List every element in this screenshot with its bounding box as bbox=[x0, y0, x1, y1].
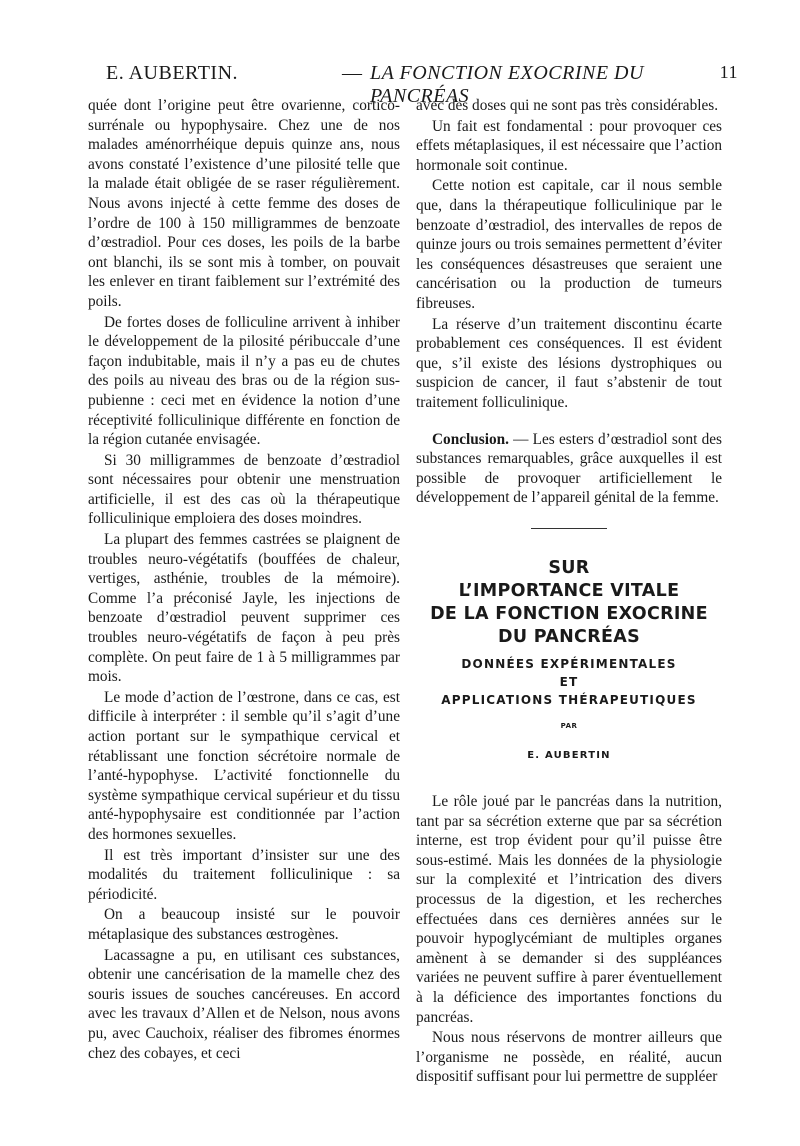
conclusion-paragraph bbox=[416, 430, 722, 508]
article-author: E. AUBERTIN bbox=[527, 750, 611, 762]
conclusion-label: Conclusion. bbox=[432, 430, 509, 448]
paragraph: Il est très important d’insister sur une des modalités du traitement folliculinique : sa périodicité. bbox=[88, 846, 400, 903]
paragraph: Le mode d’action de l’œstrone, dans ce cas, est difficile à interpréter : il semble qu’il s’agit d’une action portant sur le sympathique cervical et rétablissant une fonction sécrétoire normale de l’anté-hypophyse. L’activité fonctionnelle du système sympathique cervical supérieur et du tissu anté-hypophysaire est conditionnée par l’action des hormones sexuelles. bbox=[88, 688, 400, 843]
article-par: PAR bbox=[560, 721, 578, 730]
right-column bbox=[416, 96, 722, 1087]
header-title: LA FONCTION EXOCRINE DU PANCRÉAS bbox=[370, 62, 644, 107]
section-divider bbox=[531, 528, 607, 529]
paragraph: La plupart des femmes castrées se plaignent de troubles neuro-végétatifs (bouffées de chaleur, vertiges, asthénie, troubles de la mémoire). Comme l’a préconisé Jayle, les injections de benzoate d’œstradiol peuvent supprimer ces troubles neuro-végétatifs de façon à peu près complète. On peut faire de 1 à 5 milligrammes par mois. bbox=[88, 531, 400, 686]
paragraph: Un fait est fondamental : pour provoquer ces effets métaplasiques, il est nécessaire que l’action hormonale soit continue. bbox=[416, 117, 722, 174]
paragraph: Cette notion est capitale, car il nous semble que, dans la thérapeutique folliculinique par le benzoate d’œstradiol, des intervalles de repos de quinze jours ou trois semaines permettent d’éviter les conséquences désastreuses que seraient une cancérisation ou la production de tumeurs fibreuses. bbox=[416, 177, 722, 312]
article-subtitle-line: DONNÉES EXPÉRIMENTALES bbox=[461, 656, 677, 671]
article-subtitle-line: ET bbox=[559, 674, 579, 689]
paragraph: Nous nous réservons de montrer ailleurs que l’organisme ne possède, en réalité, aucun dispositif suffisant pour lui permettre de suppléer bbox=[416, 1029, 722, 1086]
article-title-line: L’IMPORTANCE VITALE bbox=[458, 580, 680, 601]
paragraph: On a beaucoup insisté sur le pouvoir métaplasique des substances œstrogènes. bbox=[88, 906, 400, 943]
paragraph: Si 30 milligrammes de benzoate d’œstradiol sont nécessaires pour obtenir une menstruation artificielle, il est des cas où la thérapeutique folliculinique emploiera des doses moindres. bbox=[88, 451, 400, 528]
article-title-line: DU PANCRÉAS bbox=[498, 626, 640, 647]
paragraph: Lacassagne a pu, en utilisant ces substances, obtenir une cancérisation de la mamelle chez des souris issues de souches cancéreuses. En accord avec les travaux d’Allen et de Nelson, nous avons pu, avec Cauchoix, réaliser des fibromes énormes chez des cobayes, et ceci bbox=[88, 946, 400, 1062]
article-subtitle-line: APPLICATIONS THÉRAPEUTIQUES bbox=[441, 692, 697, 707]
paragraph: Le rôle joué par le pancréas dans la nutrition, tant par sa sécrétion externe que par sa sécrétion interne, est trop évident pour qu’il puisse être sous-estimé. Mais les données de la physiologie sur la complexité et l’intrication des divers processus de la digestion, et les recherches effectuées dans ces dernières années sur le pouvoir hypoglycémiant de multiples organes amènent à se demander si des suppléances variées ne peuvent suffire à parer éventuellement à la déficience des importantes fonctions du pancréas. bbox=[416, 793, 722, 1026]
page-number: 11 bbox=[719, 62, 738, 82]
article-title-line: SUR bbox=[548, 557, 590, 578]
conclusion-text: — Les esters d’œstradiol sont des substances remarquables, grâce auxquelles il est possible de provoquer artificiellement le développement de l’appareil génital de la femme. bbox=[416, 430, 722, 507]
header-author: E. AUBERTIN. bbox=[106, 62, 239, 84]
header-dash: — bbox=[342, 62, 363, 84]
paragraph: avec des doses qui ne sont pas très considérables. bbox=[416, 97, 719, 114]
paragraph: La réserve d’un traitement discontinu écarte probablement ces conséquences. Il est évident que, s’il existe des lésions dystrophiques ou suspicion de cancer, il faut s’abstenir de tout traitement folliculinique. bbox=[416, 315, 722, 411]
left-column bbox=[88, 96, 400, 1063]
paragraph: quée dont l’origine peut être ovarienne, cortico-surrénale ou hypophysaire. Chez une de nos malades aménorrhéique depuis quinze ans, nous avons constaté l’existence d’une pilosité telle que la malade était obligée de se raser régulièrement. Nous avons injecté à cette femme des doses de l’ordre de 100 à 150 milligrammes de benzoate d’œstradiol. Pour ces doses, les poils de la barbe ont blanchi, ils se sont mis à tomber, on pouvait les enlever en tirant faiblement sur l’extrémité des poils. bbox=[88, 97, 400, 310]
article-title-line: DE LA FONCTION EXOCRINE bbox=[430, 603, 708, 624]
paragraph: De fortes doses de folliculine arrivent à inhiber le développement de la pilosité péribuccale d’une façon indubitable, mais il n’y a pas eu de chutes des poils au niveau des bras ou de la région sus-pubienne : ceci met en évidence la notion d’une réceptivité folliculinique différente en fonction de la région cutanée envisagée. bbox=[88, 313, 400, 449]
article-subtitle bbox=[416, 655, 722, 709]
article-title bbox=[416, 557, 722, 649]
